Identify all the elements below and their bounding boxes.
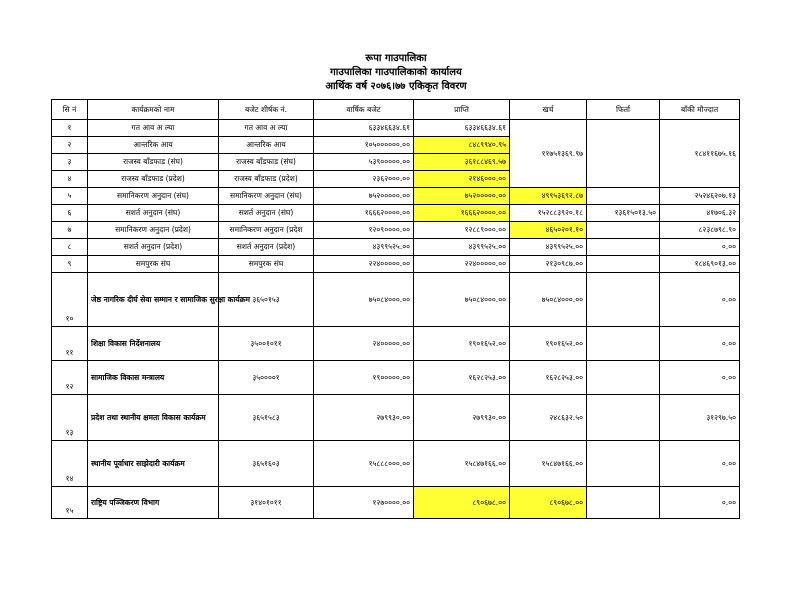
table-row [52,188,740,205]
table-row [52,487,740,519]
table-row [52,395,740,441]
cell-expenditure: ८९०६७८.०० [510,487,587,519]
cell-serial: ४ [52,171,88,188]
cell-received: ३६१८८४६९.५७ [414,154,510,171]
cell-annual-budget: २७९९३०.०० [314,395,414,441]
report-title: आर्थिक वर्ष २०७६।७७ एकिकृत विवरण [325,81,467,92]
cell-annual-budget: ७५०८४०००.०० [314,273,414,327]
cell-balance: ०.०० [660,441,740,487]
cell-returned [587,188,660,205]
table-row [52,120,740,137]
cell-returned [587,222,660,239]
cell-serial: ११ [52,327,88,361]
cell-annual-budget: २४०००००.०० [314,327,414,361]
summary-table [51,99,740,519]
cell-program-name: आन्तरिक आय [88,137,219,154]
cell-annual-budget: ७५२०००००.०० [314,188,414,205]
cell-balance: ०.०० [660,361,740,395]
table-row [52,361,740,395]
cell-received: ८४८९९४०.९५ [414,137,510,154]
cell-balance: ८२३८७९८.९० [660,222,740,239]
table-row [52,441,740,487]
cell-annual-budget: ४३९९५२५.०० [314,239,414,256]
cell-serial: २ [52,137,88,154]
cell-program-name: समानिकरण अनुदान (संघ) [88,188,219,205]
table-row [52,222,740,239]
cell-balance: ०.०० [660,327,740,361]
cell-program-name: समानिकरण अनुदान (प्रदेश) [88,222,219,239]
cell-balance: २५२४६२०७.१३ [660,188,740,205]
cell-expenditure: १५८४७१६६.०० [510,441,587,487]
cell-expenditure: ४९९५३६९२.८७ [510,188,587,205]
header-serial: सि नं [52,100,88,120]
cell-expenditure: १५२८८३९२०.१८ [510,205,587,222]
cell-budget-code: ३६५०१५३ [219,273,314,327]
cell-received: १६६६२००००.०० [414,205,510,222]
cell-balance: ०.०० [660,239,740,256]
cell-annual-budget: ५३९०००००.०० [314,154,414,171]
office-name: गाउपालिका गाउपालिकाको कार्यालय [330,67,462,78]
cell-annual-budget: १०५००००००.०० [314,137,414,154]
cell-program-name: सशर्त अनुदान (प्रदेश) [88,239,219,256]
cell-received: ८९०६७८.०० [414,487,510,519]
cell-annual-budget: ६३३४६६३४.६१ [314,120,414,137]
table-row [52,327,740,361]
cell-serial: ७ [52,222,88,239]
cell-serial: १२ [52,361,88,395]
cell-budget-code: राजस्व बाँडफाड (संघ) [219,154,314,171]
cell-budget-code: ३५००००१ [219,361,314,395]
cell-budget-code: ३६५१५८३ [219,395,314,441]
header-received: प्राप्ति [414,100,510,120]
cell-returned [587,441,660,487]
cell-serial: १० [52,273,88,327]
cell-returned-merged [587,120,660,188]
table-row [52,205,740,222]
cell-annual-budget: १२७००००.०० [314,487,414,519]
cell-serial: १३ [52,395,88,441]
cell-serial: ९ [52,256,88,273]
cell-program-name: समपुरक संघ [88,256,219,273]
cell-annual-budget: २३६२०००.०० [314,171,414,188]
cell-annual-budget: २२४०००००.०० [314,256,414,273]
cell-annual-budget: १६६६२००००.०० [314,205,414,222]
cell-received: १९०१६५२.०० [414,327,510,361]
cell-budget-code: समानिकरण अनुदान (संघ) [219,188,314,205]
cell-program-name: शिक्षा विकास निर्देशनालय [88,327,219,361]
cell-expenditure-merged: ११७५१३६९.९७ [510,120,587,188]
cell-balance: १८४६९०१३.०० [660,256,740,273]
cell-budget-code: समानिकरण अनुदान (प्रदेश [219,222,314,239]
cell-returned: १३६१५०१३.५० [587,205,660,222]
cell-balance: ४१७०६.३२ [660,205,740,222]
cell-serial: १४ [52,441,88,487]
cell-serial: ५ [52,188,88,205]
cell-expenditure: ४३९९५२५.०० [510,239,587,256]
cell-serial: ६ [52,205,88,222]
header-expenditure: खर्च [510,100,587,120]
cell-returned [587,273,660,327]
cell-balance: ३१२९७.५० [660,395,740,441]
cell-serial: १५ [52,487,88,519]
cell-budget-code: ३१४०१०११ [219,487,314,519]
cell-serial: ८ [52,239,88,256]
cell-received: २२४०००००.०० [414,256,510,273]
cell-serial: ३ [52,154,88,171]
cell-expenditure: १९०१६५२.०० [510,327,587,361]
cell-received: ४३९९५२५.०० [414,239,510,256]
cell-budget-code: समपुरक संघ [219,256,314,273]
cell-balance-merged: १८४११६७५.१६ [660,120,740,188]
cell-received: २७९९३०.०० [414,395,510,441]
cell-returned [587,395,660,441]
cell-received: १६२८२५३.०० [414,361,510,395]
cell-annual-budget: १५८८८०००.०० [314,441,414,487]
municipality-name: रूपा गाउपालिका [365,53,427,64]
cell-received: १२८८९०००.०० [414,222,510,239]
cell-budget-code: आन्तरिक आय [219,137,314,154]
cell-expenditure: २१३०९८७.०० [510,256,587,273]
cell-received: ६३३४६६३४.६१ [414,120,510,137]
cell-returned [587,361,660,395]
cell-budget-code: ३६५१६०३ [219,441,314,487]
cell-budget-code: सशर्त अनुदान (प्रदेश) [219,239,314,256]
cell-received: ७५०८४०००.०० [414,273,510,327]
table-row [52,239,740,256]
cell-program-name: राजस्व बाँडफाड (संघ) [88,154,219,171]
cell-program-name: राष्ट्रिय पञ्जिकरण विभाग [88,487,219,519]
header-program-name: कार्यक्रमको नाम [88,100,219,120]
header-balance: बाँकी मौज्दात [660,100,740,120]
cell-expenditure: २४८६३२.५० [510,395,587,441]
cell-program-name: जेष्ठ नागरिक दीर्घ सेवा सम्मान र सामाजिक सुरक्षा कार्यक्रम [88,273,219,327]
cell-program-name: सामाजिक विकास मन्त्रालय [88,361,219,395]
cell-serial: १ [52,120,88,137]
header-returned: फिर्ता [587,100,660,120]
cell-budget-code: राजस्व बाँडफाड (प्रदेश) [219,171,314,188]
table-header-row [52,100,740,120]
cell-received: ७५२०००००.०० [414,188,510,205]
cell-returned [587,487,660,519]
header-annual-budget: वार्षिक बजेट [314,100,414,120]
cell-program-name: प्रदेश तथा स्थानीय क्षमता विकास कार्यक्रम [88,395,219,441]
cell-returned [587,327,660,361]
cell-budget-code: सशर्त अनुदान (संघ) [219,205,314,222]
cell-received: १५८४७१६६.०० [414,441,510,487]
report-heading [0,52,792,94]
cell-returned [587,256,660,273]
cell-balance: ०.०० [660,273,740,327]
cell-expenditure: ७५०८४०००.०० [510,273,587,327]
cell-expenditure: ४६५०२०१.१० [510,222,587,239]
cell-balance: ०.०० [660,487,740,519]
table-row [52,256,740,273]
cell-annual-budget: १९०००००.०० [314,361,414,395]
cell-program-name: सशर्त अनुदान (संघ) [88,205,219,222]
cell-budget-code: गत आव अ ल्या [219,120,314,137]
header-budget-code: बजेट शीर्षक नं. [219,100,314,120]
cell-program-name: राजस्व बाँडफाड (प्रदेश) [88,171,219,188]
cell-expenditure: १६२८२५३.०० [510,361,587,395]
cell-program-name: स्थानीय पूर्वाधार साझेदारी कार्यक्रम [88,441,219,487]
cell-annual-budget: १२०९००००.०० [314,222,414,239]
cell-returned [587,239,660,256]
cell-received: २१४६०००.०० [414,171,510,188]
cell-budget-code: ३५००१०११ [219,327,314,361]
table-row [52,273,740,327]
cell-program-name: गत आव अ ल्या [88,120,219,137]
